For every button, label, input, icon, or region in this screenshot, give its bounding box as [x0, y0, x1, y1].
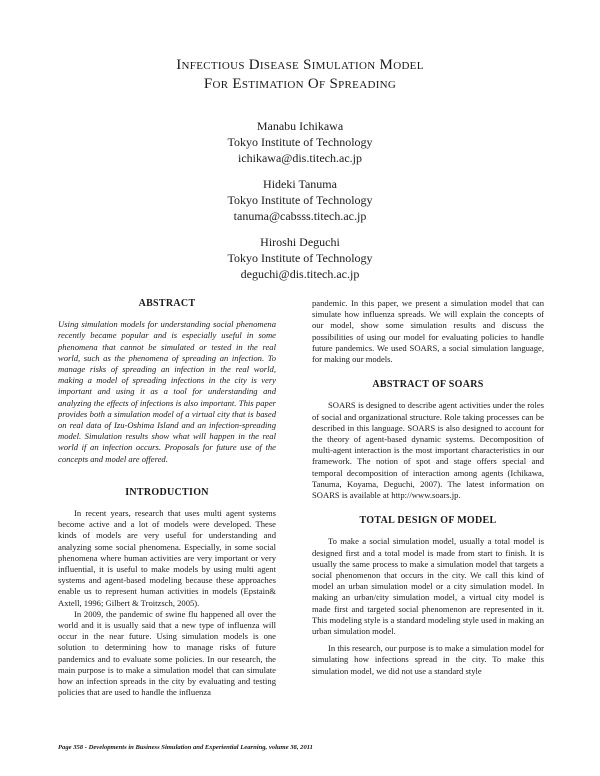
abstract-soars-heading: ABSTRACT OF SOARS: [372, 379, 484, 391]
page-footer: Page 358 - Developments in Business Simulation and Experiential Learning, volume 38, 2011: [58, 744, 313, 751]
paper-title: [0, 56, 600, 94]
author-block: [0, 118, 600, 292]
introduction-paragraph-1: In recent years, research that uses multi agent systems become active and a lot of models were developed. These kinds of models are very useful for understanding and analyzing some social phenomena. Especially, in some social phenomena where human activities are very important or very influential, it is useful to make models by using multi agent systems and agent-based modeling because these approaches enable us to represent human activities in models (Epstain& Axtell, 1996; Gilbert & Troitzsch, 2005).: [58, 508, 276, 608]
total-design-paragraph-1: To make a social simulation model, usually a total model is designed first and a total model is made from start to finish. It is usually the same process to make a simulation model that targets a social phenomenon that occurs in the city. We call this kind of model an urban simulation model or a city simulation model. In making an urban/city simulation model, a virtual city model is made first and targeted social phenomenon are represented in it. This modeling style is a standard modeling style used in making an urban simulation model.: [312, 536, 544, 637]
abstract-heading: ABSTRACT: [138, 298, 196, 309]
author-affiliation: Tokyo Institute of Technology: [227, 251, 373, 265]
author-1: [0, 118, 600, 166]
author-affiliation: Tokyo Institute of Technology: [227, 135, 373, 149]
introduction-heading: INTRODUCTION: [125, 486, 209, 498]
abstract-text: Using simulation models for understanding social phenomena recently became popular and is especially useful in some phenomena that cannot be simulated or tested in the real world, such as the phenomena of spreading an infection. To manage risks of spreading an infection in the real world, making a model of spreading infections in the city is very important and using it as a tool for understanding and analyzing the effects of infections is also important. This paper provides both a simulation model of a virtual city that is based on real data of Izu-Oshima Island and an infection-spreading model. Simulation results show what will happen in the real world if an infection occurs. Proposals for future use of the concepts and model are offered.: [58, 319, 276, 464]
left-column: [58, 298, 276, 699]
title-line-2: For Estimation Of Spreading: [203, 76, 397, 92]
introduction-paragraph-3: pandemic. In this paper, we present a simulation model that can simulate how influenza spreads. We will explain the concepts of our model, show some simulation results and discuss the possibilities of using our model for evaluating policies to handle future pandemics. We used SOARS, a social simulation language, for making our models.: [312, 298, 544, 365]
abstract-soars-text: SOARS is designed to describe agent activities under the roles of social and organizational structure. Role taking processes can be described in this language. SOARS is also designed to account for the theory of agent-based dynamic systems. Decomposition of multi-agent interaction is the most important characteristics in our framework. The notion of spot and stage offers special and temporal decomposition of interaction among agents (Ichikawa, Tanuma, Koyama, Deguchi, 2007). The latest information on SOARS is available at http://www.soars.jp.: [312, 400, 544, 501]
author-2: [0, 176, 600, 224]
introduction-paragraph-2: In 2009, the pandemic of swine flu happened all over the world and it is usually said that a new type of influenza will occur in the near future. Using simulation models is one solution to determining how to manage risks of future pandemics and to evaluate some policies. In our research, the main purpose is to make a simulation model that can simulate how an infection spreads in the city by evaluating and testing policies that are used to handle the influenza: [58, 608, 276, 698]
author-name: Hideki Tanuma: [263, 177, 337, 191]
author-email: tanuma@cabsss.titech.ac.jp: [233, 209, 367, 223]
author-3: [0, 234, 600, 282]
author-name: Manabu Ichikawa: [256, 119, 344, 133]
right-column: [312, 298, 544, 677]
author-name: Hiroshi Deguchi: [260, 235, 340, 249]
title-line-1: Infectious Disease Simulation Model: [176, 57, 424, 73]
total-design-heading: TOTAL DESIGN OF MODEL: [359, 515, 497, 527]
total-design-paragraph-2: In this research, our purpose is to make a simulation model for simulating how infections spread in the city. To make this simulation model, we did not use a standard style: [312, 643, 544, 676]
author-email: ichikawa@dis.titech.ac.jp: [237, 151, 362, 165]
author-affiliation: Tokyo Institute of Technology: [227, 193, 373, 207]
author-email: deguchi@dis.titech.ac.jp: [240, 267, 360, 281]
